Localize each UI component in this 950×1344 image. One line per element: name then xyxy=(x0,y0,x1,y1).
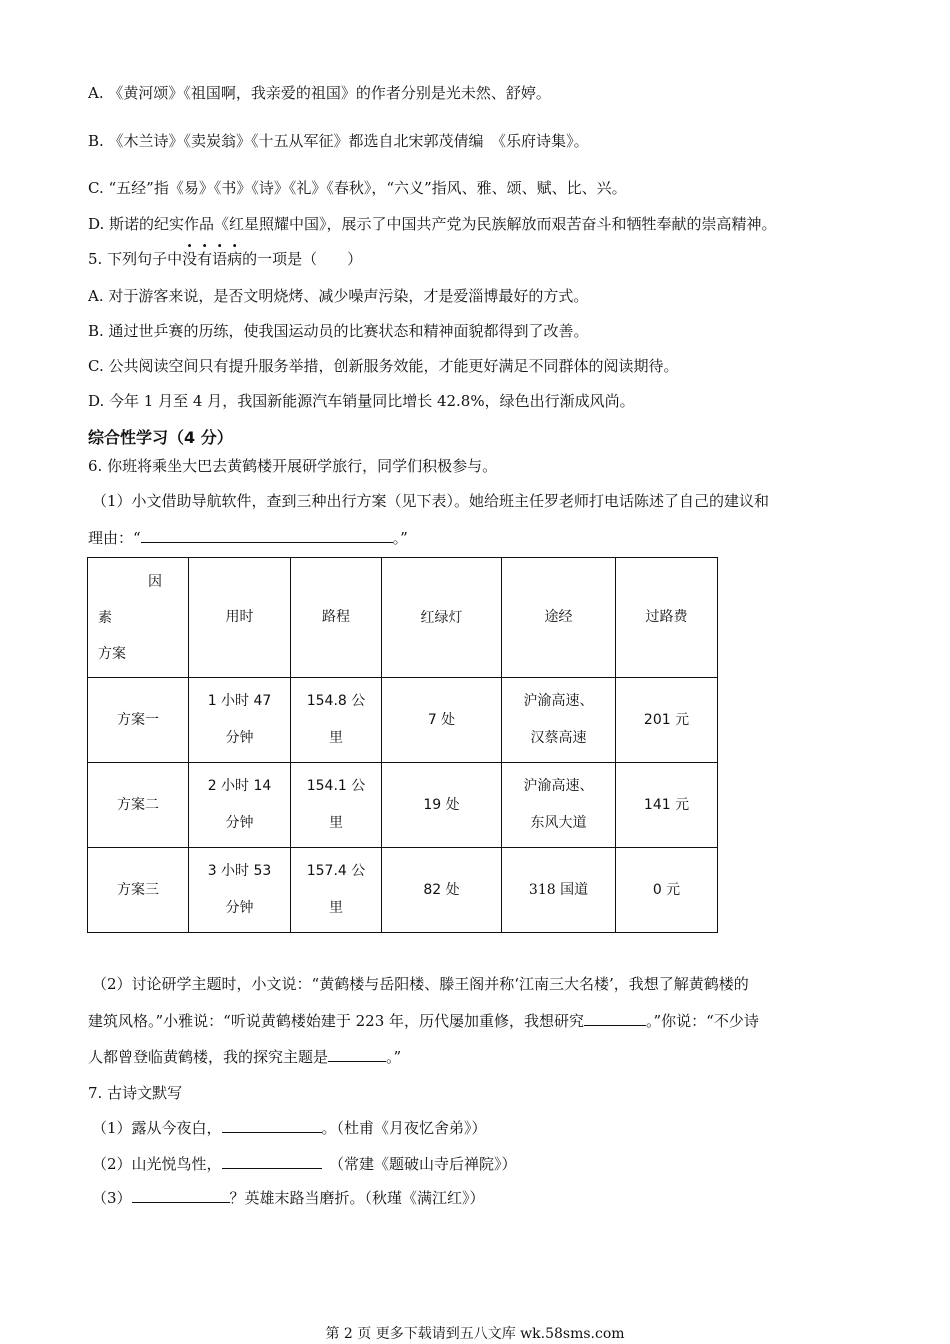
q7-line1: （1）露从今夜白， 。（杜甫《月夜忆舍弟》） xyxy=(92,1119,487,1137)
table-corner-cell: 因 素 方案 xyxy=(88,558,189,678)
q6-stem: 6. 你班将乘坐大巴去黄鹤楼开展研学旅行，同学们积极参与。 xyxy=(88,457,498,475)
answer-blank[interactable] xyxy=(141,528,393,543)
answer-blank[interactable] xyxy=(222,1154,322,1169)
answer-blank[interactable] xyxy=(222,1118,322,1133)
answer-blank[interactable] xyxy=(328,1047,386,1062)
answer-blank[interactable] xyxy=(584,1011,646,1026)
q6-part1-line2: 理由：“ 。” xyxy=(88,529,408,547)
emphasis-char: 病 xyxy=(227,250,243,268)
emphasis-char: 没 xyxy=(182,250,198,268)
q4-option-a: A. 《黄河颂》《祖国啊，我亲爱的祖国》的作者分别是光未然、舒婷。 xyxy=(88,84,551,102)
answer-blank[interactable] xyxy=(132,1188,230,1203)
q6-part2-line2: 建筑风格。”小雅说：“听说黄鹤楼始建于 223 年，历代屡加重修，我想研究 。”你说：“不少诗 xyxy=(88,1012,759,1030)
q5-option-a: A. 对于游客来说，是否文明烧烤、减少噪声污染，才是爱淄博最好的方式。 xyxy=(88,287,589,305)
emphasis-char: 语 xyxy=(212,250,228,268)
table-row: 方案二 2 小时 14 分钟 154.1 公 里 19 处 沪渝高速、 东风大道 141 元 xyxy=(88,763,718,848)
table-row: 方案三 3 小时 53 分钟 157.4 公 里 82 处 318 国道 0 元 xyxy=(88,848,718,933)
q6-part1-line1: （1）小文借助导航软件，查到三种出行方案（见下表）。她给班主任罗老师打电话陈述了自己的建议和 xyxy=(92,492,770,510)
header-route: 途经 xyxy=(502,558,616,678)
q5-option-d: D. 今年 1 月至 4 月，我国新能源汽车销量同比增长 42.8%，绿色出行渐成风尚。 xyxy=(88,392,635,410)
page-footer: 第 2 页 更多下载请到五八文库 wk.58sms.com xyxy=(325,1326,625,1342)
header-lights: 红绿灯 xyxy=(382,558,502,678)
q6-part2-line3: 人都曾登临黄鹤楼，我的探究主题是 。” xyxy=(88,1048,402,1066)
header-time: 用时 xyxy=(189,558,291,678)
q5-option-c: C. 公共阅读空间只有提升服务举措，创新服务效能，才能更好满足不同群体的阅读期待。 xyxy=(88,357,679,375)
travel-plan-table xyxy=(87,557,718,933)
q6-part2-line1: （2）讨论研学主题时，小文说：“黄鹤楼与岳阳楼、滕王阁并称‘江南三大名楼’，我想了解黄鹤楼的 xyxy=(92,975,749,993)
q4-option-c: C. “五经”指《易》《书》《诗》《礼》《春秋》，“六义”指风、雅、颂、赋、比、兴。 xyxy=(88,179,627,197)
header-distance: 路程 xyxy=(291,558,382,678)
q5-option-b: B. 通过世乒赛的历练，使我国运动员的比赛状态和精神面貌都得到了改善。 xyxy=(88,322,589,340)
q5-stem: 5. 下列句子中没有语病的一项是（ ） xyxy=(88,250,363,268)
q4-option-b: B. 《木兰诗》《卖炭翁》《十五从军征》都选自北宋郭茂倩编 《乐府诗集》。 xyxy=(88,132,589,150)
q7-stem: 7. 古诗文默写 xyxy=(88,1084,183,1102)
header-toll: 过路费 xyxy=(616,558,718,678)
section-title: 综合性学习（4 分） xyxy=(88,428,233,447)
q4-option-d: D. 斯诺的纪实作品《红星照耀中国》，展示了中国共产党为民族解放而艰苦奋斗和牺牲奉献的崇高精神。 xyxy=(88,215,777,233)
q7-line3: （3） ？英雄末路当磨折。（秋瑾《满江红》） xyxy=(92,1189,485,1207)
table-row: 方案一 1 小时 47 分钟 154.8 公 里 7 处 沪渝高速、 汉蔡高速 201 元 xyxy=(88,678,718,763)
emphasis-char: 有 xyxy=(197,250,213,268)
q7-line2: （2）山光悦鸟性， （常建《题破山寺后禅院》） xyxy=(92,1155,517,1173)
